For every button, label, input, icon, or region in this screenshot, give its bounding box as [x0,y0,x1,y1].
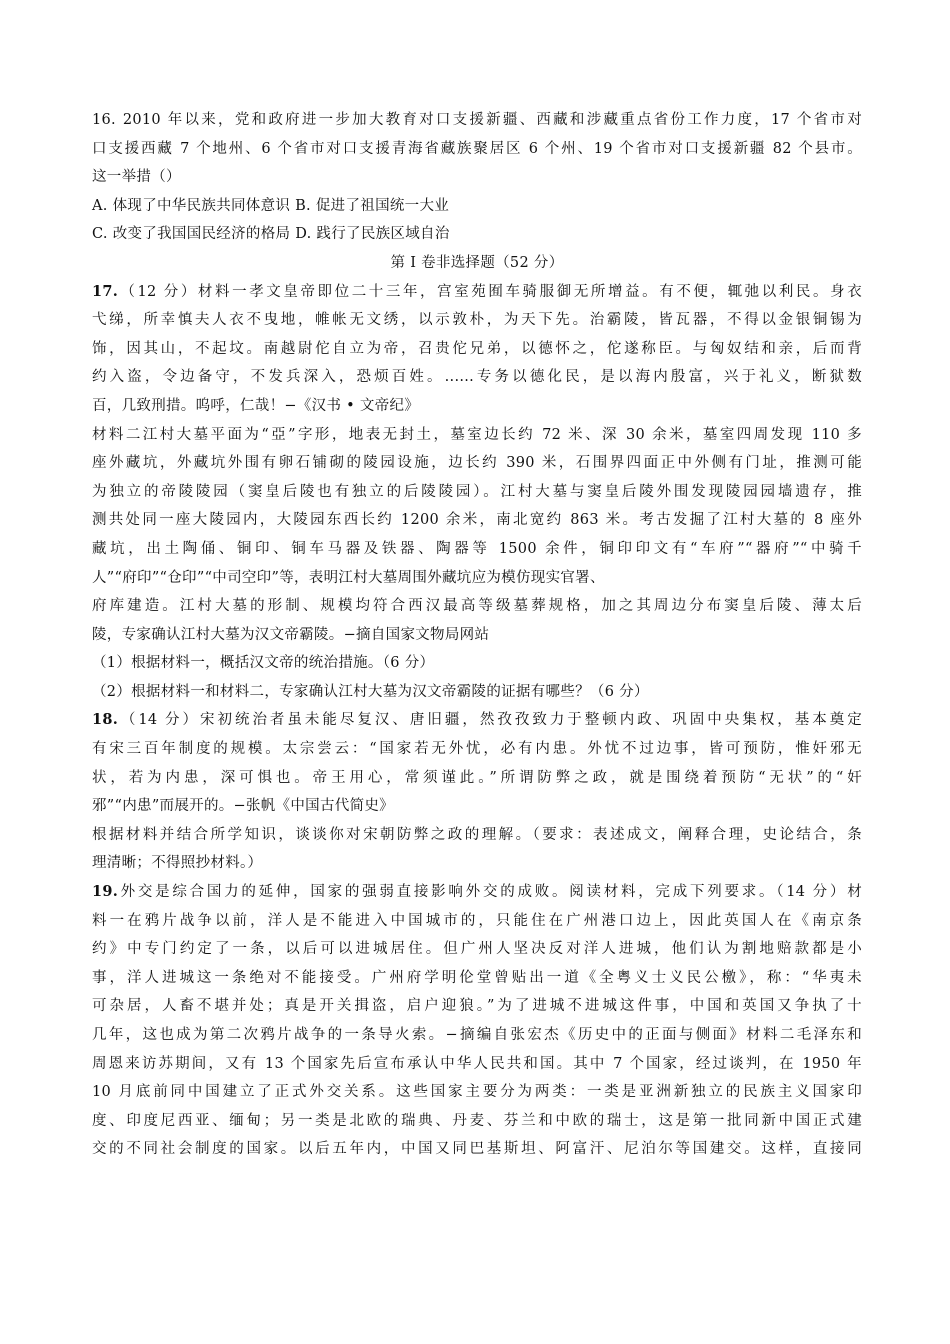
q18-number: 18. [92,711,119,729]
q17-material1-line: 弋绨，所幸慎夫人衣不曳地，帷帐无文绣，以示敦朴，为天下先。治霸陵，皆瓦器，不得以金银铜锡为 [92,312,862,329]
q19-line: 周恩来访苏期间，又有 13 个国家先后宣布承认中华人民共和国。其中 7 个国家，经过谈判，在 1950 年 [92,1055,862,1072]
q18-material-line: 有宋三百年制度的规模。太宗尝云：“国家若无外忧，必有内患。外忧不过边事，皆可预防，惟奸邪无 [92,741,862,758]
q17-material1-line: 百，几致刑措。呜呼，仁哉！−《汉书 • 文帝纪》 [92,397,420,414]
q17-material1-line-text: （12 分）材料一孝文皇帝即位二十三年，宫室苑囿车骑服御无所增益。有不便，辄弛以利民。身衣 [118,283,862,300]
q16-line-2: 口支援西藏 7 个地州、6 个省市对口支援青海省藏族聚居区 6 个州、19 个省市对口支援新疆 82 个县市。 [92,140,862,157]
exam-page [92,106,862,1164]
q19-line: 料一在鸦片战争以前，洋人是不能进入中国城市的，只能住在广州港口边上，因此英国人在《南京条 [92,912,862,929]
q19-line-text: 外交是综合国力的延伸，国家的强弱直接影响外交的成败。阅读材料，完成下列要求。（14 分）材 [118,884,862,901]
q16-line-1: 16. 2010 年以来，党和政府进一步加大教育对口支援新疆、西藏和涉藏重点省份工作力度，17 个省市对 [92,112,862,128]
q19-line: 事，洋人进城这一条绝对不能接受。广州府学明伦堂曾贴出一道《全粤义士义民公檄》，称：“华夷未 [92,969,862,986]
q17-subquestion-1: （1）根据材料一，概括汉文帝的统治措施。（6 分） [92,655,435,672]
q19-line: 约》中专门约定了一条，以后可以进城居住。但广州人坚决反对洋人进城，他们认为割地赔款都是小 [92,941,862,958]
section-title: 第 I 卷非选择题（52 分） [390,254,564,271]
q18-material-line [92,706,862,735]
question-16 [92,106,862,249]
q17-material1-line: 约入盗，令边备守，不发兵深入，恐烦百姓。......专务以德化民，是以海内殷富，兴于礼义，断狱数 [92,369,862,386]
q17-material2-line: 为独立的帝陵陵园（窦皇后陵也有独立的后陵陵园）。江村大墓与窦皇后陵外围发现陵园园墙遗存，推 [92,483,862,500]
question-18 [92,706,862,878]
q19-line: 可杂居，人畜不堪并处；真是开关揖盗，启户迎狼。”为了进城不进城这件事，中国和英国又争执了十 [92,998,862,1015]
q18-task-line: 理清晰；不得照抄材料。） [92,855,263,872]
q17-subquestion-2: （2）根据材料一和材料二，专家确认江村大墓为汉文帝霸陵的证据有哪些？（6 分） [92,683,649,700]
q19-line [92,878,862,907]
q16-option-cd: C. 改变了我国国民经济的格局 D. 践行了民族区域自治 [92,226,450,243]
q19-line: 几年，这也成为第二次鸦片战争的一条导火索。−摘编自张宏杰《历史中的正面与侧面》材料二毛泽东和 [92,1027,862,1043]
q16-line-3: 这一举措（） [92,169,181,186]
q18-material-line: 邪”“内患”而展开的。−张帆《中国古代简史》 [92,798,394,815]
q18-task-line: 根据材料并结合所学知识，谈谈你对宋朝防弊之政的理解。（要求：表述成文，阐释合理，史论结合，条 [92,826,862,843]
q17-material2-line: 座外藏坑，外藏坑外围有卵石铺砌的陵园设施，边长约 390 米，石围界四面正中外侧有门址，推测可能 [92,455,862,472]
q17-material2-line: 陵，专家确认江村大墓为汉文帝霸陵。−摘自国家文物局网站 [92,626,490,643]
q17-number: 17. [92,282,119,300]
q17-material2-line: 测共处同一座大陵园内，大陵园东西长约 1200 余米，南北宽约 863 米。考古发掘了江村大墓的 8 座外 [92,512,862,529]
q16-option-ab: A. 体现了中华民族共同体意识 B. 促进了祖国统一大业 [92,197,450,214]
q17-material1-line: 饰，因其山，不起坟。南越尉佗自立为帝，召贵佗兄弟，以德怀之，佗遂称臣。与匈奴结和亲，后而背 [92,340,862,357]
q17-material2-line: 人”“府印”“仓印”“中司空印”等，表明江村大墓周围外藏坑应为模仿现实官署、 [92,569,605,586]
q17-material1-line [92,278,862,307]
q17-material2-line: 府库建造。江村大墓的形制、规模均符合西汉最高等级墓葬规格，加之其周边分布窦皇后陵、薄太后 [92,598,862,615]
q19-line: 度、印度尼西亚、缅甸；另一类是北欧的瑞典、丹麦、芬兰和中欧的瑞士，这是第一批同新中国正式建 [92,1112,862,1129]
q17-material2-line: 藏坑，出土陶俑、铜印、铜车马器及铁器、陶器等 1500 余件，铜印印文有“车府”“器府”“中骑千 [92,540,862,557]
q19-number: 19. [92,883,119,901]
q18-material-line: 状，若为内患，深可惧也。帝王用心，常须谨此。”所谓防弊之政，就是围绕着预防“无状”的“奸 [92,769,862,786]
q19-line: 交的不同社会制度的国家。以后五年内，中国又同巴基斯坦、阿富汗、尼泊尔等国建交。这样，直接同 [92,1141,862,1158]
q19-line: 10 月底前同中国建立了正式外交关系。这些国家主要分为两类：一类是亚洲新独立的民族主义国家印 [92,1084,862,1101]
q17-material2-line: 材料二江村大墓平面为“亞”字形，地表无封土，墓室边长约 72 米、深 30 余米，墓室四周发现 110 多 [92,426,862,443]
q18-material-line-text: （14 分）宋初统治者虽未能尽复汉、唐旧疆，然孜孜致力于整顿内政、巩固中央集权，基本奠定 [118,712,862,729]
question-19 [92,878,862,1164]
question-17 [92,278,862,707]
